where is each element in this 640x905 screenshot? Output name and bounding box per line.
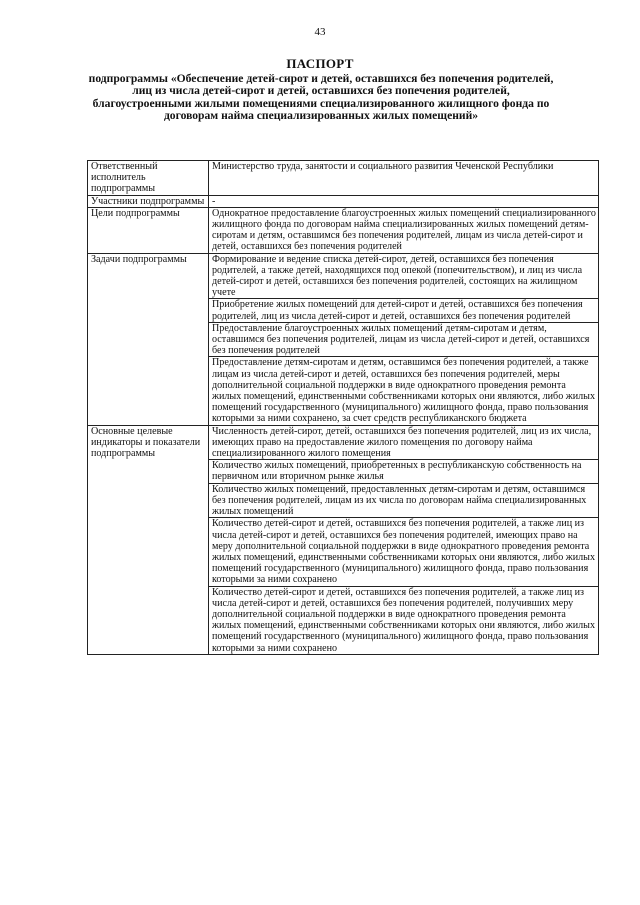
- row-value-cell: Количество жилых помещений, предоставленных детям-сиротам и детям, оставшимся без попечения родителей, лицам из их числа по договорам найма специализированных жилых помещений: [209, 483, 599, 518]
- row-value-cell: Предоставление благоустроенных жилых помещений детям-сиротам и детям, оставшимся без попечения родителей, лицам из числа детей-сирот и детей, оставшихся без попечения родителей: [209, 322, 599, 357]
- row-value-cell: Формирование и ведение списка детей-сирот, детей, оставшихся без попечения родителей, а также детей, находящихся под опекой (попечительством), и лиц из числа детей-сирот и детей, оставшихся без попечения родителей, состоящих на жилищном учете: [209, 253, 599, 299]
- row-value-cell: Численность детей-сирот, детей, оставшихся без попечения родителей, лиц из их числа, имеющих право на предоставление жилого помещения по договору найма специализированного жилого помещения: [209, 425, 599, 460]
- row-value-cell: Количество детей-сирот и детей, оставшихся без попечения родителей, а также лиц из числа детей-сирот и детей, оставшихся без попечения родителей, получивших меру дополнительной социальной поддержки в виде однократного проведения ремонта жилых помещений, единственными собственниками которых они являются, либо жилых помещений государственного (муниципального) жилищного фонда, право пользования которыми за ними сохранено: [209, 586, 599, 654]
- row-value-cell: Министерство труда, занятости и социального развития Чеченской Республики: [209, 161, 599, 196]
- row-value-cell: Приобретение жилых помещений для детей-сирот и детей, оставшихся без попечения родителей, лиц из числа детей-сирот и детей, оставшихся без попечения родителей: [209, 299, 599, 322]
- row-label-cell: Цели подпрограммы: [88, 207, 209, 253]
- table-row: [88, 425, 599, 460]
- table-row: [88, 207, 599, 253]
- table-row: [88, 161, 599, 196]
- row-value-cell: Однократное предоставление благоустроенных жилых помещений специализированного жилищного фонда по договорам найма специализированных жилых помещений детям-сиротам и детям, оставшимся без попечения родителей, лицам из числа детей-сирот и детей, оставшихся без попечения родителей: [209, 207, 599, 253]
- row-label-cell: Участники подпрограммы: [88, 195, 209, 207]
- document-title: ПАСПОРТ: [286, 56, 354, 71]
- row-value-cell: -: [209, 195, 599, 207]
- row-value-cell: Количество жилых помещений, приобретенных в республиканскую собственность на первичном или вторичном рынке жилья: [209, 460, 599, 483]
- table-row: [88, 253, 599, 299]
- row-value-cell: Количество детей-сирот и детей, оставшихся без попечения родителей, а также лиц из числа детей-сирот и детей, оставшихся без попечения родителей, имеющих право на меру дополнительной социальной поддержки в виде однократного проведения ремонта жилых помещений, единственными собственниками которых они являются, либо жилых помещений государственного (муниципального) жилищного фонда, право пользования которыми за ними сохранено: [209, 518, 599, 586]
- page-number: 43: [314, 26, 326, 38]
- row-label-cell: Задачи подпрограммы: [88, 253, 209, 425]
- row-label-cell: Ответственный исполнитель подпрограммы: [88, 161, 209, 196]
- table-row: [88, 195, 599, 207]
- document-subtitle: подпрограммы «Обеспечение детей-сирот и детей, оставшихся без попечения родителей, лиц из числа детей-сирот и детей, оставшихся без попечения родителей, благоустроенными жилыми помещениями специализированного жилищного фонда по договорам найма специализированных жилых помещений»: [88, 72, 554, 123]
- row-label-cell: Основные целевые индикаторы и показатели подпрограммы: [88, 425, 209, 654]
- row-value-cell: Предоставление детям-сиротам и детям, оставшимся без попечения родителей, а также лицам из числа детей-сирот и детей, оставшихся без попечения родителей, меры дополнительной социальной поддержки в виде однократного проведения ремонта жилых помещений, единственными собственниками которых они являются, либо жилых помещений государственного (муниципального) жилищного фонда, право пользования которыми за ними сохранено, за счет средств республиканского бюджета: [209, 357, 599, 425]
- passport-table: [87, 160, 599, 655]
